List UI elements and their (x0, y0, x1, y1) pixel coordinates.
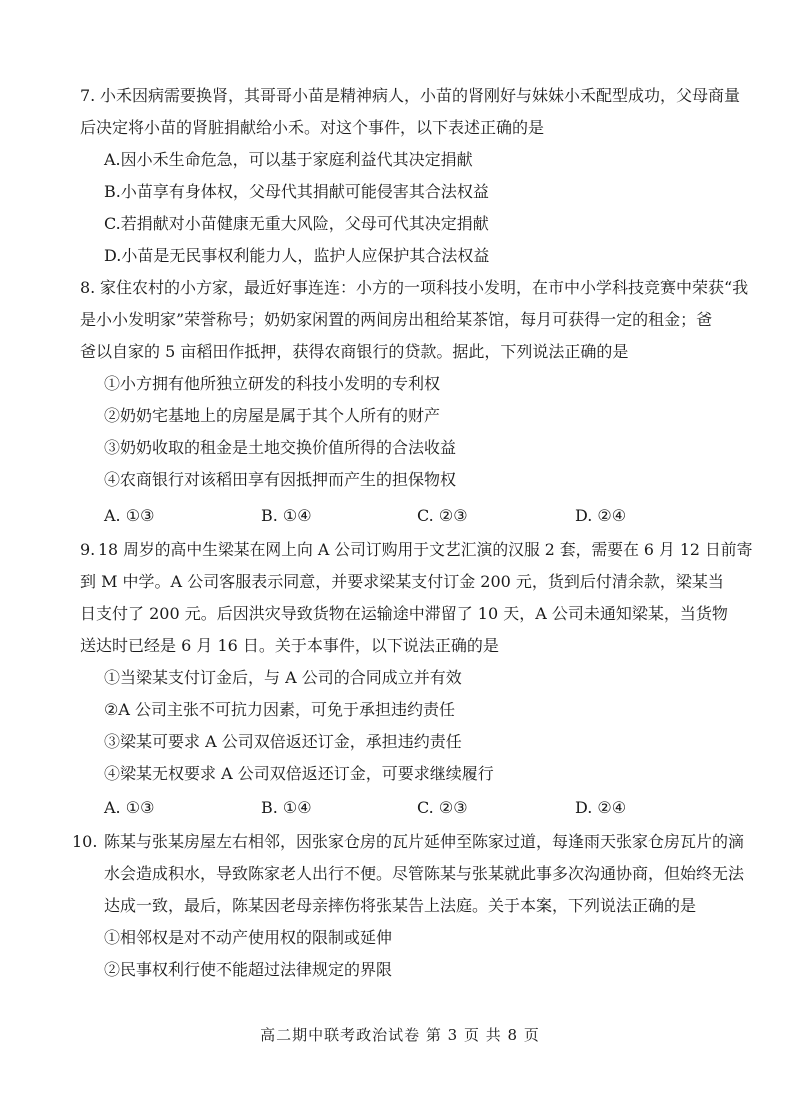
statement-3: ③奶奶收取的租金是土地交换价值所得的合法收益 (104, 438, 457, 457)
option-a: A. ①③ (104, 506, 155, 525)
option-b: B. ①④ (261, 506, 312, 525)
question-number: 9. (80, 540, 96, 559)
choice-b: B.小苗享有身体权，父母代其捐献可能侵害其合法权益 (104, 182, 489, 201)
statement-2: ②奶奶宅基地上的房屋是属于其个人所有的财产 (104, 406, 441, 425)
options-row (104, 505, 744, 527)
option-d: D. ②④ (575, 798, 627, 817)
question-number: 7. (80, 86, 96, 105)
option-b: B. ①④ (261, 798, 312, 817)
question-stem-line: 陈某与张某房屋左右相邻，因张家仓房的瓦片延伸至陈家过道，每逢雨天张家仓房瓦片的滴 (104, 832, 745, 851)
statement-3: ③梁某可要求 A 公司双倍返还订金，承担违约责任 (104, 732, 462, 751)
question-stem-line: 小禾因病需要换肾，其哥哥小苗是精神病人，小苗的肾刚好与妹妹小禾配型成功，父母商量 (100, 86, 741, 105)
question-stem-line: 是小小发明家”荣誉称号；奶奶家闲置的两间房出租给某茶馆，每月可获得一定的租金；爸 (80, 310, 713, 329)
question-number: 10. (72, 832, 98, 851)
options-row (104, 797, 744, 819)
option-c: C. ②③ (417, 506, 468, 525)
statement-4: ④梁某无权要求 A 公司双倍返还订金，可要求继续履行 (104, 764, 494, 783)
question-number: 8. (80, 278, 96, 297)
choice-c: C.若捐献对小苗健康无重大风险，父母可代其决定捐献 (104, 214, 489, 233)
question-stem-line: 达成一致，最后，陈某因老母亲摔伤将张某告上法庭。关于本案，下列说法正确的是 (104, 896, 697, 915)
page-footer: 高二期中联考政治试卷 第 3 页 共 8 页 (260, 1026, 540, 1044)
statement-1: ①小方拥有他所独立研发的科技小发明的专利权 (104, 374, 441, 393)
choice-d: D.小苗是无民事权利能力人，监护人应保护其合法权益 (104, 246, 490, 265)
option-d: D. ②④ (575, 506, 627, 525)
statement-4: ④农商银行对该稻田享有因抵押而产生的担保物权 (104, 470, 457, 489)
question-stem-line: 家住农村的小方家，最近好事连连：小方的一项科技小发明，在市中小学科技竞赛中荣获“我 (100, 278, 749, 297)
option-a: A. ①③ (104, 798, 155, 817)
choice-a: A.因小禾生命危急，可以基于家庭利益代其决定捐献 (104, 150, 473, 169)
question-stem-line: 后决定将小苗的肾脏捐献给小禾。对这个事件，以下表述正确的是 (80, 118, 545, 137)
question-stem-line: 18 周岁的高中生梁某在网上向 A 公司订购用于文艺汇演的汉服 2 套，需要在 6 月 12 日前寄 (98, 540, 753, 559)
question-stem-line: 爸以自家的 5 亩稻田作抵押，获得农商银行的贷款。据此，下列说法正确的是 (80, 342, 629, 361)
question-stem-line: 送达时已经是 6 月 16 日。关于本事件，以下说法正确的是 (80, 636, 499, 655)
question-stem-line: 水会造成积水，导致陈家老人出行不便。尽管陈某与张某就此事多次沟通协商，但始终无法 (104, 864, 745, 883)
question-stem-line: 到 M 中学。A 公司客服表示同意，并要求梁某支付订金 200 元，货到后付清余款，梁某当 (80, 572, 724, 591)
option-c: C. ②③ (417, 798, 468, 817)
statement-1: ①相邻权是对不动产使用权的限制或延伸 (104, 928, 393, 947)
statement-2: ②A 公司主张不可抗力因素，可免于承担违约责任 (104, 700, 455, 719)
statement-1: ①当梁某支付订金后，与 A 公司的合同成立并有效 (104, 668, 462, 687)
statement-2: ②民事权利行使不能超过法律规定的界限 (104, 960, 393, 979)
question-stem-line: 日支付了 200 元。后因洪灾导致货物在运输途中滞留了 10 天，A 公司未通知梁某，当货物 (80, 604, 728, 623)
